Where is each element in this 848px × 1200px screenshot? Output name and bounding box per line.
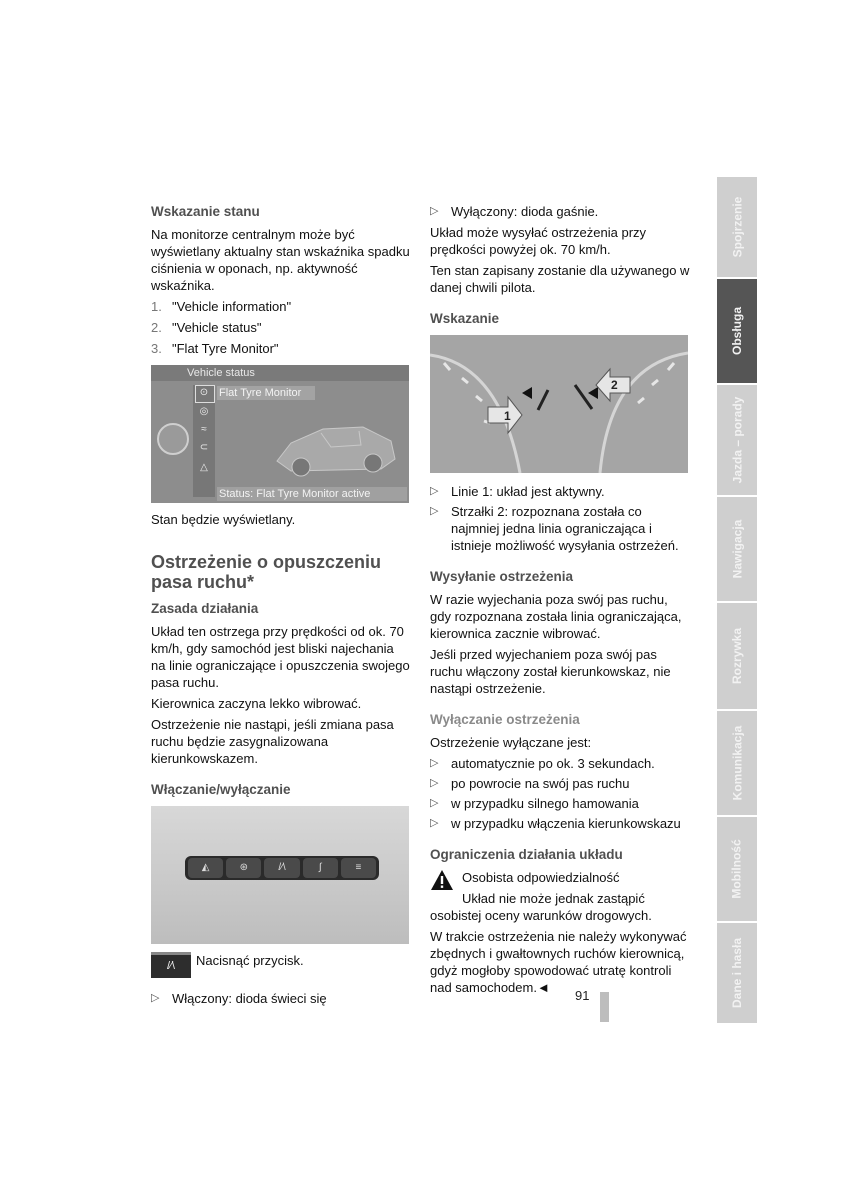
- paragraph-send-2: Jeśli przed wyjechaniem poza swój pas ruchu włączony został kierunkowskaz, nie nastąpi ostrzeżenie.: [430, 647, 671, 696]
- status-line: Status: Flat Tyre Monitor active: [217, 487, 407, 501]
- warning-icon: △: [200, 462, 208, 473]
- off-list: [430, 203, 690, 220]
- tab-mobilnosc[interactable]: Mobilność: [717, 817, 757, 921]
- disable-list: [430, 755, 690, 832]
- paragraph-shown: Stan będzie wyświetlany.: [151, 512, 296, 527]
- lane-departure-icon: /∕\: [264, 858, 299, 878]
- left-column: [151, 203, 411, 1011]
- tab-jazda-porady[interactable]: Jazda – porady: [717, 385, 757, 495]
- bullet-triangle-icon: ▷: [430, 777, 439, 789]
- warning-triangle-icon: [430, 869, 454, 891]
- camera-icon: ⊛: [226, 858, 261, 878]
- tab-obsluga[interactable]: Obsługa: [717, 279, 757, 383]
- bullet-triangle-icon: ▷: [430, 817, 439, 829]
- bullet-triangle-icon: ▷: [430, 757, 439, 769]
- display-list: [430, 483, 690, 554]
- car-icon: ⊂: [199, 442, 209, 453]
- park-assist-icon: ◭: [188, 858, 223, 878]
- bullet-triangle-icon: ▷: [430, 205, 439, 217]
- on-list: [151, 990, 411, 1007]
- paragraph-status: Na monitorze centralnym może być wyświetlany aktualny stan wskaźnika spadku ciśnienia w oponach, np. aktywność wskaźnika.: [151, 227, 410, 293]
- button-panel-photo: [151, 806, 409, 944]
- label-2: 2: [611, 378, 618, 392]
- warning-block: [430, 869, 690, 924]
- chapter-tabs: [717, 177, 757, 1025]
- menu-item-flat-tyre-monitor: Flat Tyre Monitor: [217, 386, 315, 400]
- button-row: [185, 856, 379, 880]
- screen-header: Vehicle status: [151, 365, 409, 381]
- list-item: 3. "Flat Tyre Monitor": [151, 341, 279, 356]
- bullet-triangle-icon: ▷: [430, 797, 439, 809]
- paragraph-limits: W trakcie ostrzeżenia nie należy wykonywać zbędnych i gwałtownych ruchów kierownicą, gdyż mogłoby spowodować utratę kontroli nad samochodem.◄: [430, 929, 687, 995]
- tyre-pressure-icon: ◎: [199, 406, 209, 417]
- heading-display: Wskazanie: [430, 311, 500, 326]
- lane-departure-button-icon: /∕\: [151, 952, 191, 978]
- warning-text: Układ nie może jednak zastąpić osobistej oceny warunków drogowych.: [430, 891, 652, 923]
- right-column: [430, 203, 690, 1000]
- list-item: ▷ automatycznie po ok. 3 sekundach.: [430, 756, 655, 771]
- warning-title: Osobista odpowiedzialność: [462, 870, 620, 885]
- tab-komunikacja[interactable]: Komunikacja: [717, 711, 757, 815]
- paragraph-speed: Układ może wysyłać ostrzeżenia przy prędkości powyżej ok. 70 km/h.: [430, 225, 647, 257]
- cluster-illustration: [430, 335, 688, 473]
- list-item: ▷ w przypadku silnego hamowania: [430, 796, 639, 811]
- heading-principle: Zasada działania: [151, 601, 259, 616]
- list-item: ▷ po powrocie na swój pas ruchu: [430, 776, 630, 791]
- bullet-triangle-icon: ▷: [430, 505, 439, 517]
- heading-status: Wskazanie stanu: [151, 204, 260, 219]
- paragraph-remote: Ten stan zapisany zostanie dla używanego w danej chwili pilota.: [430, 263, 690, 295]
- heading-send: Wysyłanie ostrzeżenia: [430, 569, 574, 584]
- oil-icon: ≈: [201, 424, 207, 435]
- tab-rozrywka[interactable]: Rozrywka: [717, 603, 757, 709]
- list-item: 2. "Vehicle status": [151, 320, 262, 335]
- list-item: 1. "Vehicle information": [151, 299, 292, 314]
- heading-limits: Ograniczenia działania układu: [430, 847, 623, 862]
- tyre-icon: ⊙: [199, 387, 209, 398]
- tab-spojrzenie[interactable]: Spojrzenie: [717, 177, 757, 277]
- list-item: ▷ w przypadku włączenia kierunkowskazu: [430, 816, 681, 831]
- section-title: Ostrzeżenie o opuszczeniu pasa ruchu*: [151, 552, 382, 592]
- paragraph-principle-3: Ostrzeżenie nie nastąpi, jeśli zmiana pasa ruchu będzie zasygnalizowana kierunkowskazem.: [151, 717, 394, 766]
- list-item: ▷ Linie 1: układ jest aktywny.: [430, 484, 605, 499]
- press-instruction: /∕\ Nacisnąć przycisk.: [151, 952, 411, 982]
- bullet-triangle-icon: ▷: [430, 485, 439, 497]
- list-item: ▷ Wyłączony: dioda gaśnie.: [430, 204, 599, 219]
- page-number: 91: [575, 988, 590, 1003]
- bullet-triangle-icon: ▷: [151, 992, 160, 1004]
- list-item: ▷ Strzałki 2: rozpoznana została co najmniej jedna linia ograniczająca i istnieje możliwość wysyłania ostrzeżeń.: [430, 504, 679, 553]
- paragraph-disable: Ostrzeżenie wyłączane jest:: [430, 735, 592, 750]
- vehicle-status-screen: [151, 365, 409, 503]
- paragraph-principle-1: Układ ten ostrzega przy prędkości od ok. 70 km/h, gdy samochód jest bliski najechania na linie ograniczające i opuszczenia swojego pasa ruchu.: [151, 624, 410, 690]
- page-marker-bar: [600, 992, 609, 1022]
- car-illustration: [271, 399, 399, 485]
- headlight-icon: ≡: [341, 858, 376, 878]
- heading-onoff: Włączanie/wyłączanie: [151, 782, 291, 797]
- controller-knob-icon: [157, 423, 189, 455]
- paragraph-send-1: W razie wyjechania poza swój pas ruchu, gdy rozpoznana została linia ograniczająca, kierownica zacznie wibrować.: [430, 592, 682, 641]
- label-1: 1: [504, 409, 511, 423]
- heading-disable: Wyłączanie ostrzeżenia: [430, 712, 580, 727]
- tab-nawigacja[interactable]: Nawigacja: [717, 497, 757, 601]
- night-vision-icon: ∫: [303, 858, 338, 878]
- tab-dane-i-hasla[interactable]: Dane i hasła: [717, 923, 757, 1023]
- list-item: ▷ Włączony: dioda świeci się: [151, 991, 327, 1006]
- paragraph-principle-2: Kierownica zaczyna lekko wibrować.: [151, 696, 362, 711]
- steps-list: [151, 298, 411, 357]
- instrument-cluster-photo: [430, 335, 688, 473]
